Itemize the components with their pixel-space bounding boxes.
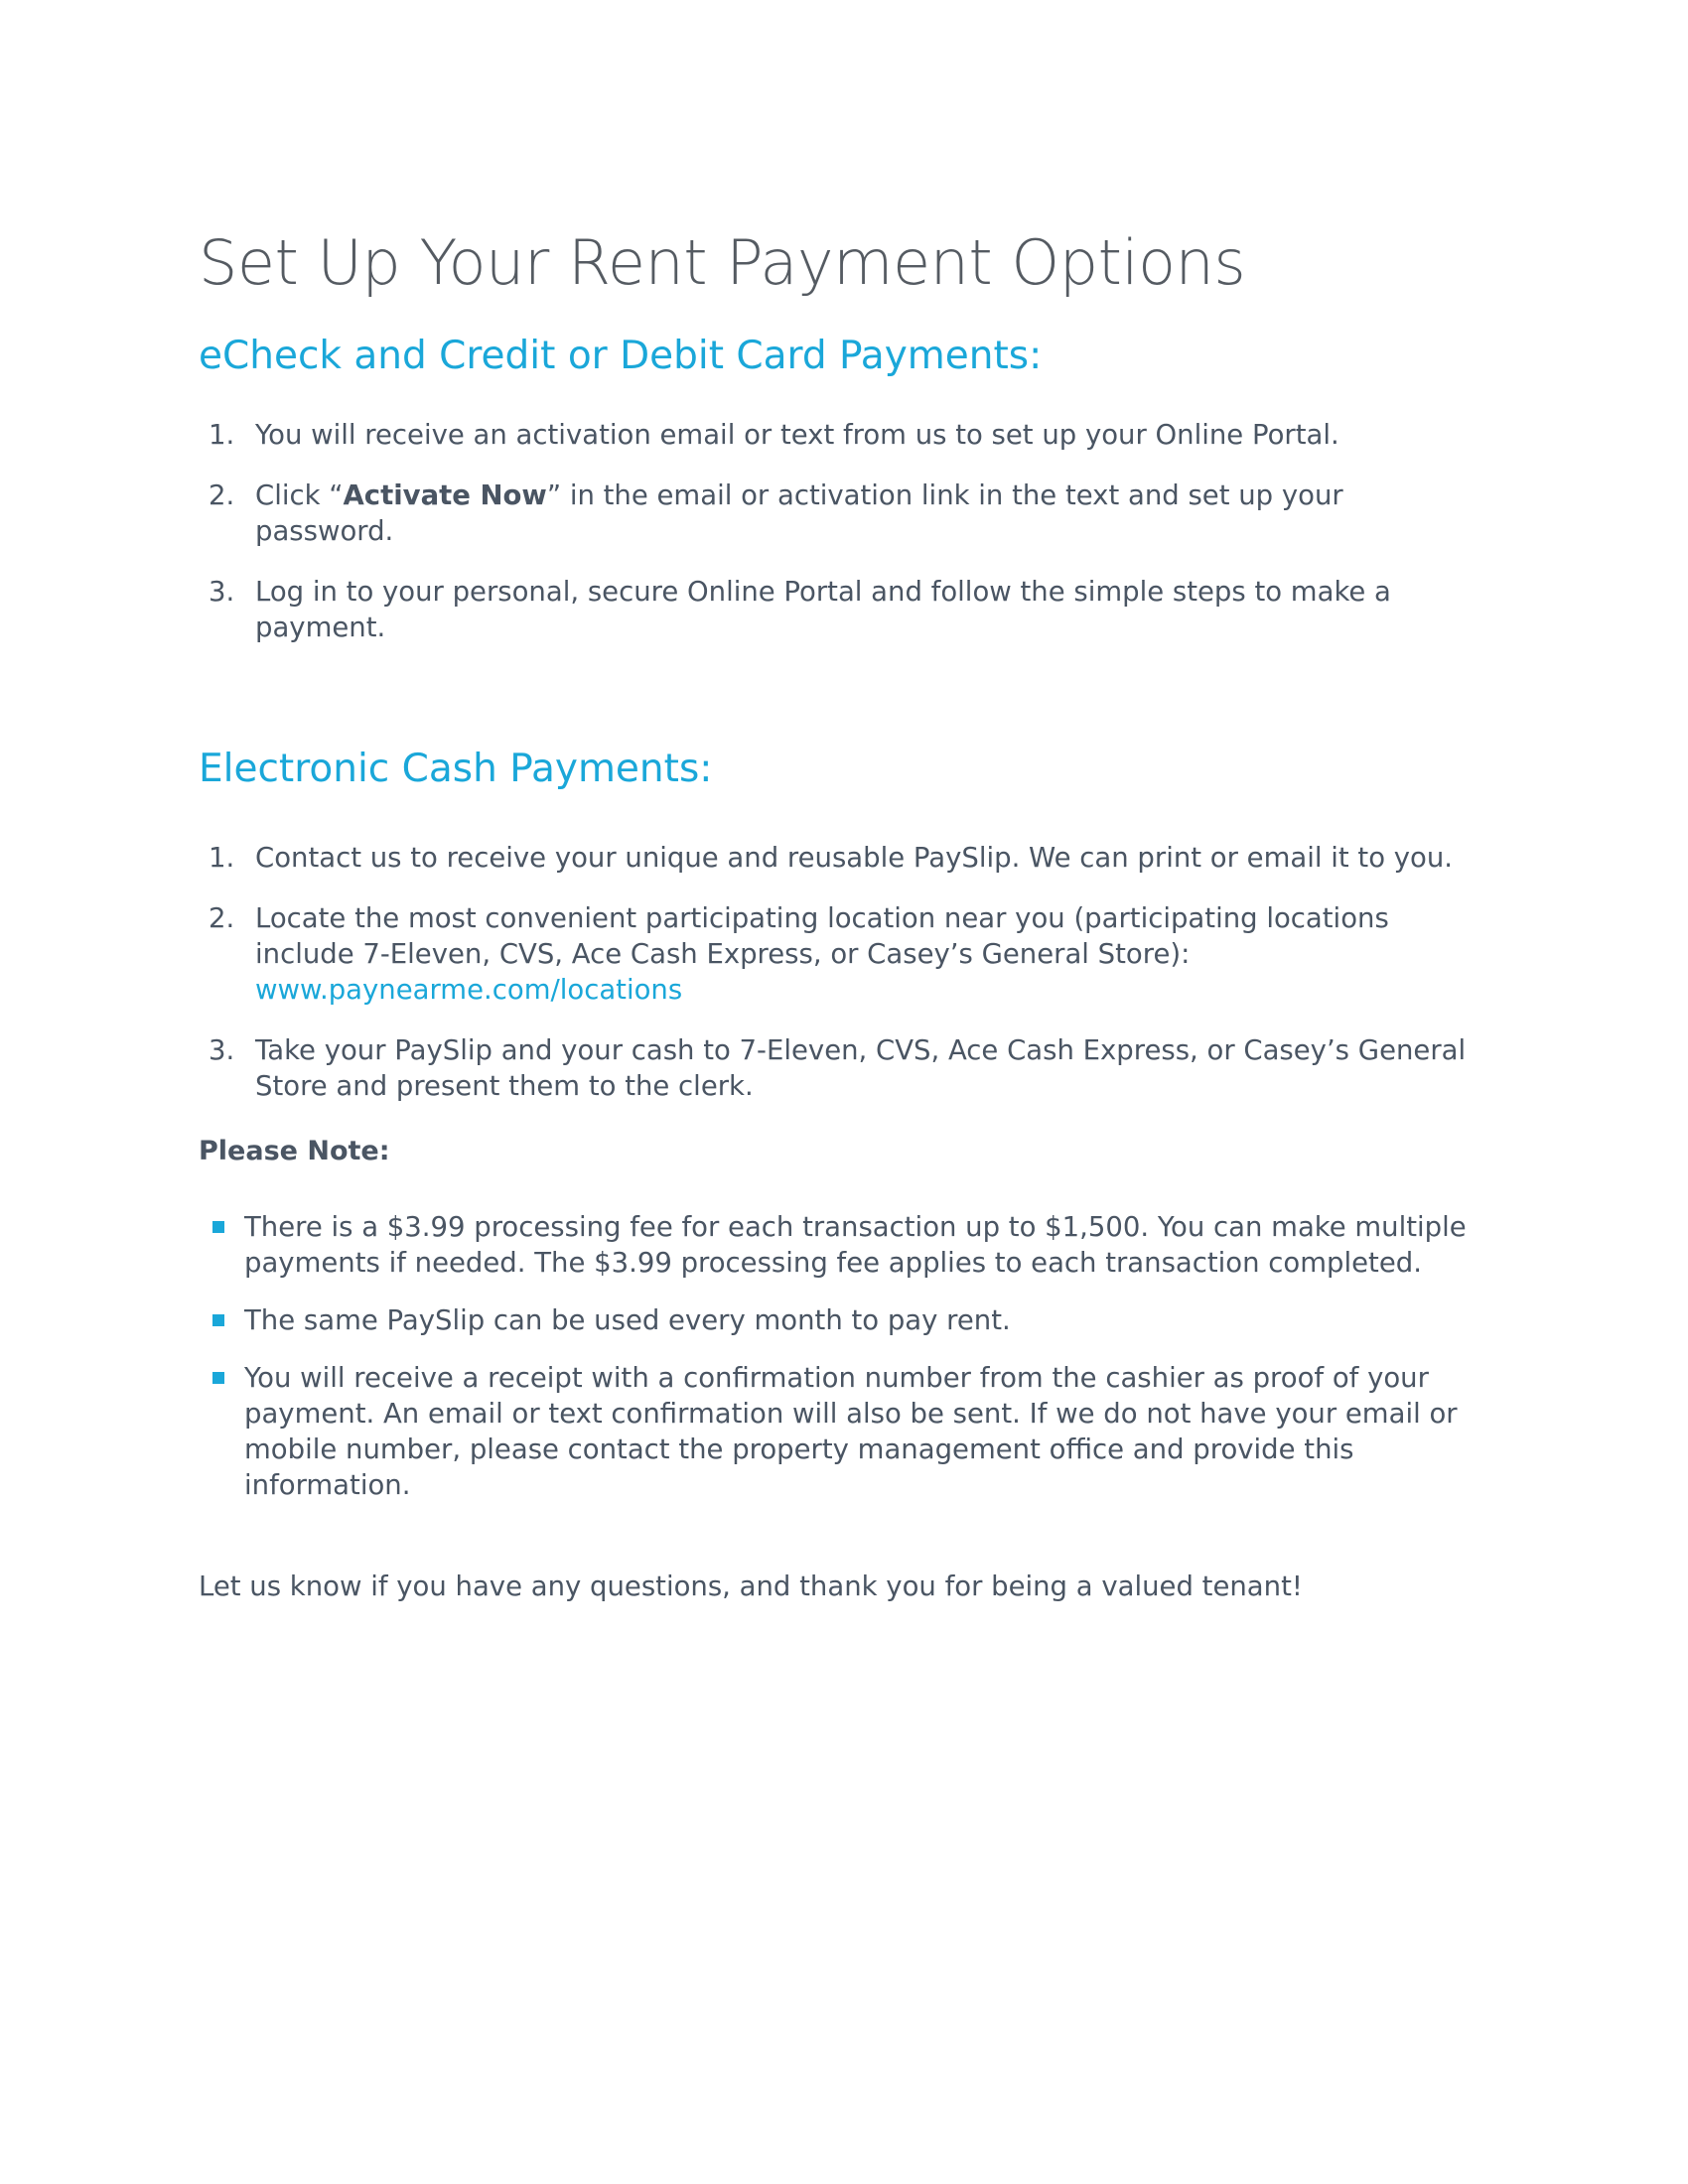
step-number: 2. (209, 902, 235, 934)
please-note-label: Please Note: (199, 1136, 390, 1166)
closing-message: Let us know if you have any questions, and thank you for being a valued tenant! (199, 1570, 1303, 1602)
square-bullet-icon (212, 1221, 224, 1233)
step-number: 1. (209, 419, 235, 451)
section-heading-echeck: eCheck and Credit or Debit Card Payments: (199, 334, 1043, 378)
list-item (199, 840, 1489, 876)
step-text: Log in to your personal, secure Online Portal and follow the simple steps to make a payment. (255, 576, 1391, 643)
note-text: There is a $3.99 processing fee for each transaction up to $1,500. You can make multiple payments if needed. The $3.99 processing fee applies to each transaction completed. (244, 1211, 1467, 1279)
step-text (255, 900, 1489, 1008)
step-text: You will receive an activation email or text from us to set up your Online Portal. (255, 419, 1339, 451)
step-text: Take your PaySlip and your cash to 7-Eleven, CVS, Ace Cash Express, or Casey’s General Store and present them to the clerk. (255, 1034, 1467, 1102)
note-text: The same PaySlip can be used every month to pay rent. (244, 1304, 1011, 1336)
activate-now-label: Activate Now (343, 479, 547, 511)
notes-list (199, 1209, 1499, 1525)
step-text-pre: Click “ (255, 479, 344, 511)
step-text-body: Locate the most convenient participating location near you (participating locations include 7-Eleven, CVS, Ace Cash Express, or Casey’s General Store): (255, 902, 1389, 970)
step-number: 3. (209, 1034, 235, 1066)
locations-link[interactable]: www.paynearme.com/locations (255, 974, 683, 1006)
step-number: 3. (209, 576, 235, 608)
cash-steps-list (199, 840, 1489, 1129)
list-item (199, 1032, 1489, 1104)
list-item (199, 900, 1489, 1008)
echeck-steps-list (199, 417, 1489, 670)
step-text-post: ” in the email or activation link in the text and set up your password. (255, 479, 1343, 547)
step-text: Contact us to receive your unique and reusable PaySlip. We can print or email it to you. (255, 842, 1454, 874)
list-item (199, 1360, 1499, 1503)
list-item (199, 478, 1489, 549)
page-title: Set Up Your Rent Payment Options (199, 225, 1246, 299)
step-number: 1. (209, 842, 235, 874)
list-item (199, 417, 1489, 453)
square-bullet-icon (212, 1314, 224, 1326)
section-heading-cash: Electronic Cash Payments: (199, 747, 713, 791)
list-item (199, 1302, 1499, 1338)
square-bullet-icon (212, 1372, 224, 1384)
list-item (199, 1209, 1499, 1281)
list-item (199, 574, 1489, 645)
step-text (255, 478, 1489, 549)
note-text: You will receive a receipt with a confirmation number from the cashier as proof of your payment. An email or text confirmation will also be sent. If we do not have your email or mobile number, please contact the property management office and provide this information. (244, 1362, 1458, 1501)
step-number: 2. (209, 479, 235, 511)
